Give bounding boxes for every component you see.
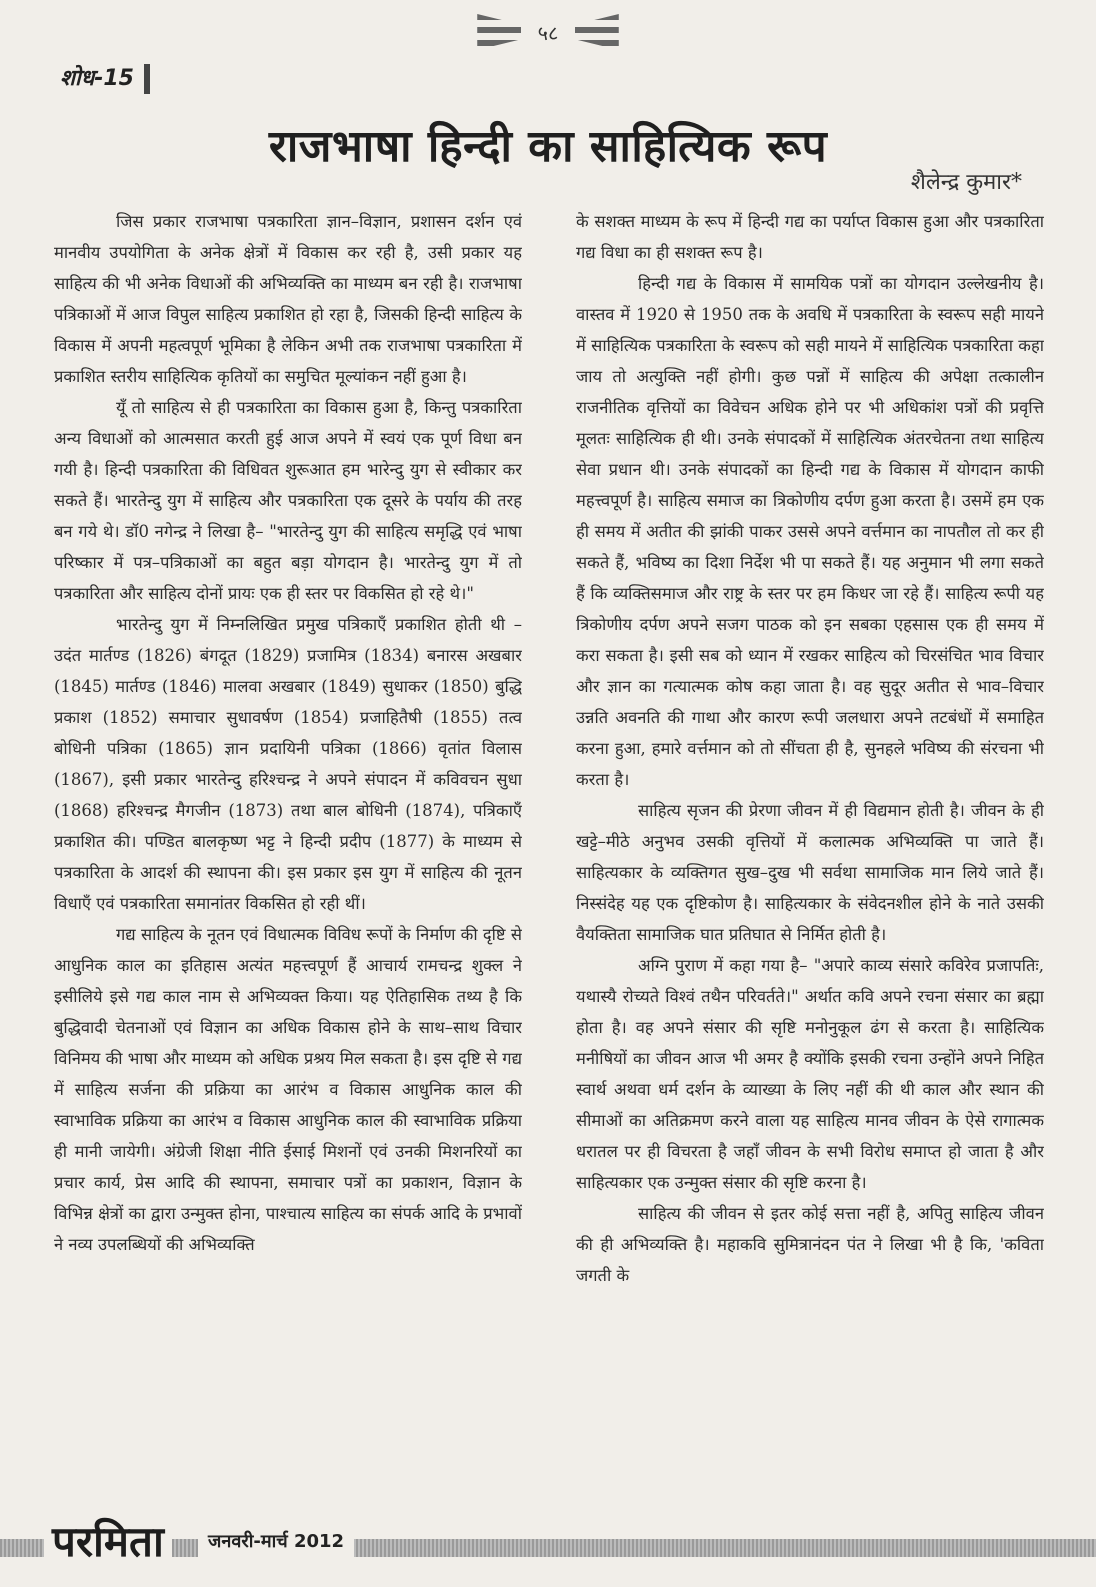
paragraph: के सशक्त माध्यम के रूप में हिन्दी गद्य का पर्याप्त विकास हुआ और पत्रकारिता गद्य विधा का ही सशक्त रूप है। <box>576 212 1044 262</box>
article-title: राजभाषा हिन्दी का साहित्यिक रूप <box>268 121 828 172</box>
paragraph: साहित्य की जीवन से इतर कोई सत्ता नहीं है, अपितु साहित्य जीवन की ही अभिव्यक्ति है। महाकवि सुमित्रानंदन पंत ने लिखा भी है कि, 'कविता जगती के <box>576 1204 1044 1285</box>
decorative-bars-right <box>575 14 619 50</box>
page-number-header <box>0 14 1096 50</box>
paragraph: अग्नि पुराण में कहा गया है– "अपारे काव्य संसारे कविरेव प्रजापतिः, यथास्यै रोच्यते विश्वं तथैन परिवर्तते।" अर्थात कवि अपने रचना संसार का ब्रह्मा होता है। वह अपने संसार की सृष्टि मनोनुकूल ढंग से करता है। साहित्यिक मनीषियों का जीवन आज भी अमर है क्योंकि इसकी रचना उन्होंने अपने निहित स्वार्थ अथवा धर्म दर्शन के व्याख्या के लिए नहीं की थी काल और स्थान की सीमाओं का अतिक्रमण करने वाला यह साहित्य मानव जीवन के ऐसे रागात्मक धरातल पर ही विचरता है जहाँ जीवन के सभी विरोध समाप्त हो जाता है और साहित्यकार एक उन्मुक्त संसार की सृष्टि करना है। <box>576 956 1044 1192</box>
left-column <box>54 206 522 1496</box>
decorative-bars-left <box>477 14 521 50</box>
paragraph: यूँ तो साहित्य से ही पत्रकारिता का विकास हुआ है, किन्तु पत्रकारिता अन्य विधाओं को आत्मसात करती हुई आज अपने में स्वयं एक पूर्ण विधा बन गयी है। हिन्दी पत्रकारिता की विधिवत शुरूआत हम भारेन्दु युग से स्वीकार कर सकते हैं। भारतेन्दु युग में साहित्य और पत्रकारिता एक दूसरे के पर्याय की तरह बन गये थे। डॉ0 नगेन्द्र ने लिखा है– "भारतेन्दु युग की साहित्य समृद्धि एवं भाषा परिष्कार में पत्र–पत्रिकाओं का बहुत बड़ा योगदान है। भारतेन्दु युग में तो पत्रकारिता और साहित्य दोनों प्रायः एक ही स्तर पर विकसित हो रहे थे।" <box>54 398 522 603</box>
page-footer <box>0 1515 1096 1575</box>
author-name: शैलेन्द्र कुमार* <box>910 170 1022 195</box>
right-column <box>576 206 1044 1496</box>
magazine-name: परमिता <box>44 1515 172 1569</box>
section-tag: शोध-15 <box>60 64 150 94</box>
paragraph: हिन्दी गद्य के विकास में सामयिक पत्रों का योगदान उल्लेखनीय है। वास्तव में 1920 से 1950 तक के अवधि में पत्रकारिता के स्वरूप सही मायने में साहित्यिक पत्रकारिता के स्वरूप को सही मायने में साहित्यिक पत्रकारिता कहा जाय तो अत्युक्ति नहीं होगी। कुछ पन्नों में साहित्य की अपेक्षा तत्कालीन राजनीतिक वृत्तियों का विवेचन अधिक होने पर भी अधिकांश पत्रों की प्रवृत्ति मूलतः साहित्यिक ही थी। उनके संपादकों में साहित्यिक अंतरचेतना तथा साहित्य सेवा प्रधान थी। उनके संपादकों का हिन्दी गद्य के विकास में योगदान काफी महत्त्वपूर्ण है। साहित्य समाज का त्रिकोणीय दर्पण हुआ करता है। उसमें हम एक ही समय में अतीत की झांकी पाकर उससे अपने वर्त्तमान का नापतौल तो कर ही सकते हैं, भविष्य का दिशा निर्देश भी पा सकते हैं। यह अनुमान भी लगा सकते हैं कि व्यक्तिसमाज और राष्ट्र के स्तर पर हम किधर जा रहे हैं। साहित्य रूपी यह त्रिकोणीय दर्पण अपने सजग पाठक को इन सबका एहसास एक ही समय में करा सकता है। इसी सब को ध्यान में रखकर साहित्य को चिरसंचित भाव विचार और ज्ञान का गत्यात्मक कोष कहा जाता है। वह सुदूर अतीत से भाव–विचार उन्नति अवनति की गाथा और कारण रूपी जलधारा अपने तटबंधों में समाहित करना हुआ, हमारे वर्त्तमान को तो सींचता ही है, सुनहले भविष्य की संरचना भी करता है। <box>576 274 1044 789</box>
paragraph: जिस प्रकार राजभाषा पत्रकारिता ज्ञान–विज्ञान, प्रशासन दर्शन एवं मानवीय उपयोगिता के अनेक क्षेत्रों में विकास कर रही है, उसी प्रकार यह साहित्य की भी अनेक विधाओं की अभिव्यक्ति का माध्यम बन रही है। राजभाषा पत्रिकाओं में आज विपुल साहित्य प्रकाशित हो रहा है, जिसकी हिन्दी साहित्य के विकास में अपनी महत्वपूर्ण भूमिका है लेकिन अभी तक राजभाषा पत्रकारिता में प्रकाशित स्तरीय साहित्यिक कृतियों का समुचित मूल्यांकन नहीं हुआ है। <box>54 212 522 386</box>
page-number: ५८ <box>537 20 559 45</box>
paragraph: भारतेन्दु युग में निम्नलिखित प्रमुख पत्रिकाएँ प्रकाशित होती थी – उदंत मार्तण्ड (1826) बंगदूत (1829) प्रजामित्र (1834) बनारस अखबार (1845) मार्तण्ड (1846) मालवा अखबार (1849) सुधाकर (1850) बुद्धि प्रकाश (1852) समाचार सुधावर्षण (1854) प्रजाहितैषी (1855) तत्व बोधिनी पत्रिका (1865) ज्ञान प्रदायिनी पत्रिका (1866) वृतांत विलास (1867), इसी प्रकार भारतेन्दु हरिश्चन्द्र ने अपने संपादन में कविवचन सुधा (1868) हरिश्चन्द्र मैगजीन (1873) तथा बाल बोधिनी (1874), पत्रिकाएँ प्रकाशित की। पण्डित बालकृष्ण भट्ट ने हिन्दी प्रदीप (1877) के माध्यम से पत्रकारिता के आदर्श की स्थापना की। इस प्रकार इस युग में साहित्य की नूतन विधाएँ एवं पत्रकारिता समानांतर विकसित हो रही थीं। <box>54 615 522 913</box>
paragraph: गद्य साहित्य के नूतन एवं विधात्मक विविध रूपों के निर्माण की दृष्टि से आधुनिक काल का इतिहास अत्यंत महत्त्वपूर्ण हैं आचार्य रामचन्द्र शुक्ल ने इसीलिये इसे गद्य काल नाम से अभिव्यक्त किया। यह ऐतिहासिक तथ्य है कि बुद्धिवादी चेतनाओं एवं विज्ञान का अधिक विकास होने के साथ–साथ विचार विनिमय की भाषा और माध्यम को अधिक प्रश्रय मिल सकता है। इस दृष्टि से गद्य में साहित्य सर्जना की प्रक्रिया का आरंभ व विकास आधुनिक काल की स्वाभाविक प्रक्रिया का आरंभ व विकास आधुनिक काल की स्वाभाविक प्रक्रिया ही मानी जायेगी। अंग्रेजी शिक्षा नीति ईसाई मिशनों एवं उनकी मिशनरियों का प्रचार कार्य, प्रेस आदि की स्थापना, समाचार पत्रों का प्रकाशन, विज्ञान के विभिन्न क्षेत्रों का द्वारा उन्मुक्त होना, पाश्चात्य साहित्य का संपर्क आदि के प्रभावों ने नव्य उपलब्धियों की अभिव्यक्ति <box>54 925 522 1254</box>
issue-date: जनवरी-मार्च 2012 <box>198 1525 354 1559</box>
article-body <box>54 206 1044 1496</box>
paragraph: साहित्य सृजन की प्रेरणा जीवन में ही विद्यमान होती है। जीवन के ही खट्टे–मीठे अनुभव उसकी वृत्तियों में कलात्मक अभिव्यक्ति पा जाते हैं। साहित्यकार के व्यक्तिगत सुख–दुख भी सर्वथा सामाजिक मान लिये जाते हैं। निस्संदेह यह एक दृष्टिकोण है। साहित्यकार के संवेदनशील होने के नाते उसकी वैयक्तिता सामाजिक घात प्रतिघात से निर्मित होती है। <box>576 801 1044 944</box>
